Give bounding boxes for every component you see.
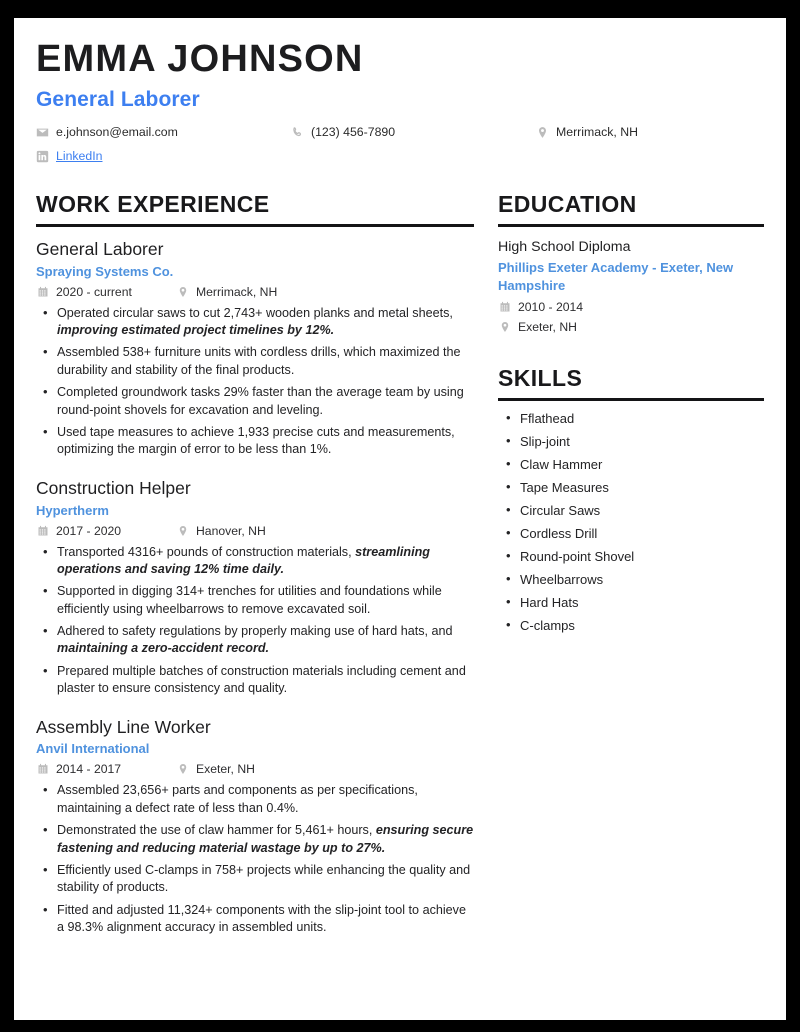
- resume-sheet: [14, 18, 786, 941]
- bullet-text: Adhered to safety regulations by properly making use of hard hats, and: [57, 624, 453, 639]
- education-school: Phillips Exeter Academy - Exeter, New Hampshire: [498, 260, 734, 293]
- contact-phone[interactable]: [291, 125, 536, 141]
- experience-meta: [36, 285, 474, 299]
- bullet-text: Operated circular saws to cut 2,743+ wooden planks and metal sheets,: [57, 305, 453, 320]
- experience-location: [176, 762, 255, 776]
- contact-location: [536, 125, 736, 141]
- section-heading-skills: SKILLS: [498, 365, 764, 401]
- calendar-icon: [36, 285, 49, 298]
- experience-location-text: Exeter, NH: [196, 762, 255, 777]
- bullet-item: [36, 583, 474, 618]
- skills-list: [498, 410, 764, 635]
- page-title: EMMA JOHNSON: [36, 38, 364, 80]
- bullet-item: [36, 623, 474, 658]
- bullet-item: [36, 822, 474, 857]
- bullet-item: [36, 384, 474, 419]
- bullet-text: Assembled 23,656+ parts and components as per specifications, maintaining a defect rate of less than 0.4%.: [57, 783, 418, 815]
- experience-role: General Laborer: [36, 238, 164, 259]
- phone-icon: [291, 126, 304, 139]
- contact-location-text: Merrimack, NH: [556, 124, 638, 139]
- resume-body: [36, 191, 764, 942]
- calendar-icon: [36, 524, 49, 537]
- experience-company: Spraying Systems Co.: [36, 263, 174, 279]
- experience-bullets: [36, 305, 474, 459]
- experience-dates-text: 2014 - 2017: [56, 762, 122, 777]
- bullet-text: Demonstrated the use of claw hammer for 5,461+ hours,: [57, 823, 376, 838]
- calendar-icon: [498, 301, 511, 314]
- bullet-emphasis: ensuring secure fastening and reducing material wastage by up to 27%.: [57, 823, 474, 855]
- experience-entry: [36, 478, 474, 698]
- education-degree: High School Diploma: [498, 238, 631, 255]
- contact-email[interactable]: [36, 125, 291, 141]
- experience-dates-text: 2017 - 2020: [56, 523, 122, 538]
- contact-linkedin[interactable]: [36, 149, 291, 165]
- bullet-text: Transported 4316+ pounds of construction materials,: [57, 544, 356, 559]
- map-pin-icon: [176, 763, 189, 776]
- experience-location-text: Hanover, NH: [196, 523, 266, 538]
- work-experience-column: [36, 191, 498, 942]
- bullet-item: [36, 424, 474, 459]
- list-item: • Circular Saws: [498, 502, 764, 520]
- bullet-item: [36, 544, 474, 579]
- education-section: [498, 191, 764, 335]
- education-entry: [498, 238, 764, 335]
- contact-block: [36, 125, 764, 165]
- contact-phone-text: (123) 456-7890: [311, 124, 396, 139]
- calendar-icon: [36, 763, 49, 776]
- list-item: • C-clamps: [498, 617, 764, 635]
- map-pin-icon: [536, 126, 549, 139]
- education-location: [498, 320, 764, 334]
- resume-header: [36, 40, 764, 165]
- bullet-item: [36, 305, 474, 340]
- map-pin-icon: [176, 285, 189, 298]
- experience-location-text: Merrimack, NH: [196, 284, 278, 299]
- bullet-text: Efficiently used C-clamps in 758+ projects while enhancing the quality and stability of products.: [57, 862, 471, 895]
- bullet-item: [36, 663, 474, 698]
- experience-dates: [36, 762, 176, 776]
- experience-meta: [36, 524, 474, 538]
- education-dates: [498, 300, 764, 314]
- experience-location: [176, 285, 277, 299]
- experience-bullets: [36, 782, 474, 936]
- bullet-item: [36, 862, 474, 897]
- list-item: • Cordless Drill: [498, 525, 764, 543]
- section-heading-work-experience: WORK EXPERIENCE: [36, 191, 474, 227]
- resume-page: [14, 18, 786, 1020]
- bullet-emphasis: maintaining a zero-accident record.: [57, 641, 270, 656]
- envelope-icon: [36, 126, 49, 139]
- education-location-text: Exeter, NH: [518, 320, 577, 335]
- experience-role: Construction Helper: [36, 477, 191, 498]
- bullet-emphasis: improving estimated project timelines by 12%.: [57, 323, 335, 338]
- list-item: • Round-point Shovel: [498, 548, 764, 566]
- bullet-text: Supported in digging 314+ trenches for utilities and foundations while efficiently using wheelbarrows to remove excavated soil.: [57, 584, 442, 616]
- list-item: • Slip-joint: [498, 433, 764, 451]
- experience-company: Hypertherm: [36, 502, 109, 518]
- list-item: • Hard Hats: [498, 594, 764, 612]
- experience-role: Assembly Line Worker: [36, 716, 211, 737]
- map-pin-icon: [498, 321, 511, 334]
- bullet-item: [36, 344, 474, 379]
- job-title: General Laborer: [36, 87, 200, 111]
- map-pin-icon: [176, 524, 189, 537]
- section-heading-education: EDUCATION: [498, 191, 764, 227]
- experience-dates: [36, 524, 176, 538]
- list-item: • Claw Hammer: [498, 456, 764, 474]
- bullet-text: Prepared multiple batches of construction materials including cement and plaster to ensure consistency and quality.: [57, 663, 466, 696]
- bullet-item: [36, 782, 474, 817]
- experience-company: Anvil International: [36, 741, 150, 757]
- list-item: • Tape Measures: [498, 479, 764, 497]
- bullet-text: Completed groundwork tasks 29% faster than the average team by using round-point shovels for excavation and leveling.: [57, 385, 464, 417]
- experience-location: [176, 524, 266, 538]
- list-item: • Fflathead: [498, 410, 764, 428]
- education-dates-text: 2010 - 2014: [518, 300, 584, 315]
- experience-bullets: [36, 544, 474, 698]
- experience-dates: [36, 285, 176, 299]
- list-item: • Wheelbarrows: [498, 571, 764, 589]
- bullet-emphasis: streamlining operations and saving 12% time daily.: [57, 544, 430, 576]
- bullet-text: Used tape measures to achieve 1,933 precise cuts and measurements, optimizing the margin of error to be less than 1%.: [57, 424, 455, 457]
- experience-entry: [36, 239, 474, 459]
- experience-dates-text: 2020 - current: [56, 284, 132, 299]
- linkedin-icon: [36, 150, 49, 163]
- sidebar-column: [498, 191, 764, 640]
- bullet-item: [36, 902, 474, 937]
- experience-meta: [36, 762, 474, 776]
- skills-section: [498, 365, 764, 635]
- bullet-text: Assembled 538+ furniture units with cordless drills, which maximized the durability and stability of the final products.: [57, 345, 461, 377]
- contact-email-text: e.johnson@email.com: [56, 124, 178, 139]
- experience-entry: [36, 717, 474, 937]
- bullet-text: Fitted and adjusted 11,324+ components with the slip-joint tool to achieve a 98.3% alignment accuracy in assembled units.: [57, 902, 466, 935]
- contact-linkedin-text[interactable]: LinkedIn: [56, 148, 103, 163]
